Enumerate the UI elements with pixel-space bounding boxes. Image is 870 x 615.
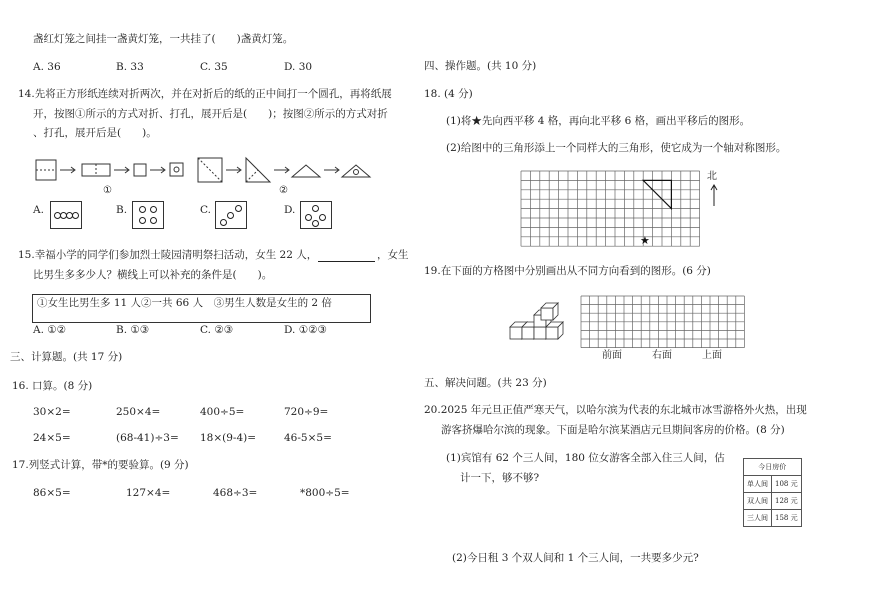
q17-item[interactable]: 468÷3=: [213, 487, 258, 499]
q13-option-c[interactable]: C. 35: [200, 61, 228, 73]
q14-line2: 开，按图①所示的方式对折、打孔，展开后是( )；按图②所示的方式对折: [33, 108, 388, 120]
q20-part2: (2)今日租 3 个双人间和 1 个三人间，一共要多少元?: [452, 552, 699, 564]
triangle-shape: [643, 180, 671, 208]
fig-label-2: ②: [279, 185, 288, 196]
q15-option-a[interactable]: A. ①②: [33, 324, 67, 336]
q16-item[interactable]: 18×(9-4)=: [200, 432, 257, 444]
star-icon: ★: [640, 234, 650, 247]
q14-option-c-figure: [215, 201, 247, 229]
q16-title: 16. 口算。(8 分): [12, 380, 93, 392]
q14-option-c[interactable]: C.: [200, 204, 211, 216]
view-label-top: 上面: [702, 350, 722, 361]
q19-grid[interactable]: [581, 296, 745, 348]
price-table-title: 今日房价: [744, 459, 802, 476]
q14-line3: 、打孔，展开后是( )。: [33, 127, 157, 139]
view-label-right: 右面: [652, 350, 672, 361]
q15-line2: 比男生多多少人？横线上可以补充的条件是( )。: [33, 269, 273, 281]
q17-title: 17.列竖式计算，带*的要验算。(9 分): [12, 459, 189, 471]
q16-item[interactable]: 24×5=: [33, 432, 71, 444]
table-row: [744, 510, 802, 527]
q15-conditions: ①女生比男生多 11 人②一共 66 人 ③男生人数是女生的 2 倍: [37, 297, 332, 309]
q13-option-a[interactable]: A. 36: [33, 61, 61, 73]
north-label: 北: [707, 171, 717, 182]
north-arrow-icon: [709, 184, 719, 206]
q15-blank[interactable]: [318, 261, 375, 262]
q14-line1: 14.先将正方形纸连续对折两次，并在对折后的纸的正中间打一个圆孔，再将纸展: [18, 88, 392, 100]
room-price: 108 元: [772, 476, 802, 493]
q15-option-d[interactable]: D. ①②③: [284, 324, 327, 336]
q20-part1-line1: (1)宾馆有 62 个三人间，180 位女游客全部入住三人间，估: [446, 452, 725, 464]
q13-option-b[interactable]: B. 33: [116, 61, 144, 73]
q18-grid[interactable]: [521, 171, 701, 247]
room-price: 158 元: [772, 510, 802, 527]
room-name: 三人间: [744, 510, 772, 527]
q20-part1-line2: 计一下，够不够?: [460, 472, 540, 484]
q20-line2: 游客挤爆哈尔滨的现象。下面是哈尔滨某酒店元旦期间客房的价格。(8 分): [441, 424, 785, 436]
q20-line1: 20.2025 年元旦正值严寒天气，以哈尔滨为代表的东北城市冰雪游格外火热，出现: [424, 404, 807, 416]
q18-part1: (1)将★先向西平移 4 格，再向北平移 6 格，画出平移后的图形。: [446, 115, 751, 127]
section-3-title: 三、计算题。(共 17 分): [10, 351, 123, 363]
q16-item[interactable]: 400÷5=: [200, 406, 245, 418]
table-row: [744, 493, 802, 510]
q14-option-a-figure: [50, 201, 82, 229]
room-price: 128 元: [772, 493, 802, 510]
q17-item[interactable]: 86×5=: [33, 487, 71, 499]
q14-option-b[interactable]: B.: [116, 204, 128, 216]
q17-item[interactable]: 127×4=: [126, 487, 171, 499]
q16-item[interactable]: 720÷9=: [284, 406, 329, 418]
view-label-front: 前面: [602, 350, 622, 361]
q15-option-b[interactable]: B. ①③: [116, 324, 150, 336]
room-name: 双人间: [744, 493, 772, 510]
q15-line1-end: ，女生: [377, 249, 409, 261]
table-row: [744, 476, 802, 493]
q16-item[interactable]: 250×4=: [116, 406, 161, 418]
room-name: 单人间: [744, 476, 772, 493]
section-4-title: 四、操作题。(共 10 分): [424, 60, 537, 72]
section-5-title: 五、解决问题。(共 23 分): [424, 377, 547, 389]
q14-option-a[interactable]: A.: [33, 204, 44, 216]
room-price-table: [743, 458, 802, 527]
q15-line1: 15.幸福小学的同学们参加烈士陵园清明祭扫活动，女生 22 人，: [18, 249, 318, 261]
q19-title: 19.在下面的方格图中分别画出从不同方向看到的图形。(6 分): [424, 265, 711, 277]
q16-item[interactable]: 46-5×5=: [284, 432, 332, 444]
fig-label-1: ①: [103, 185, 112, 196]
q14-option-b-figure: [132, 201, 164, 229]
q14-option-d-figure: [300, 201, 332, 229]
q16-item[interactable]: (68-41)÷3=: [116, 432, 179, 444]
q15-option-c[interactable]: C. ②③: [200, 324, 234, 336]
folding-diagram: [30, 155, 375, 195]
q16-item[interactable]: 30×2=: [33, 406, 71, 418]
q13-text: 盏红灯笼之间挂一盏黄灯笼，一共挂了( )盏黄灯笼。: [33, 33, 294, 45]
q14-option-d[interactable]: D.: [284, 204, 296, 216]
q13-option-d[interactable]: D. 30: [284, 61, 313, 73]
cube-stack-figure: [508, 305, 568, 343]
q18-title: 18. (4 分): [424, 88, 473, 100]
q18-part2: (2)给图中的三角形添上一个同样大的三角形，使它成为一个轴对称图形。: [446, 142, 787, 154]
q17-item[interactable]: *800÷5=: [300, 487, 350, 499]
